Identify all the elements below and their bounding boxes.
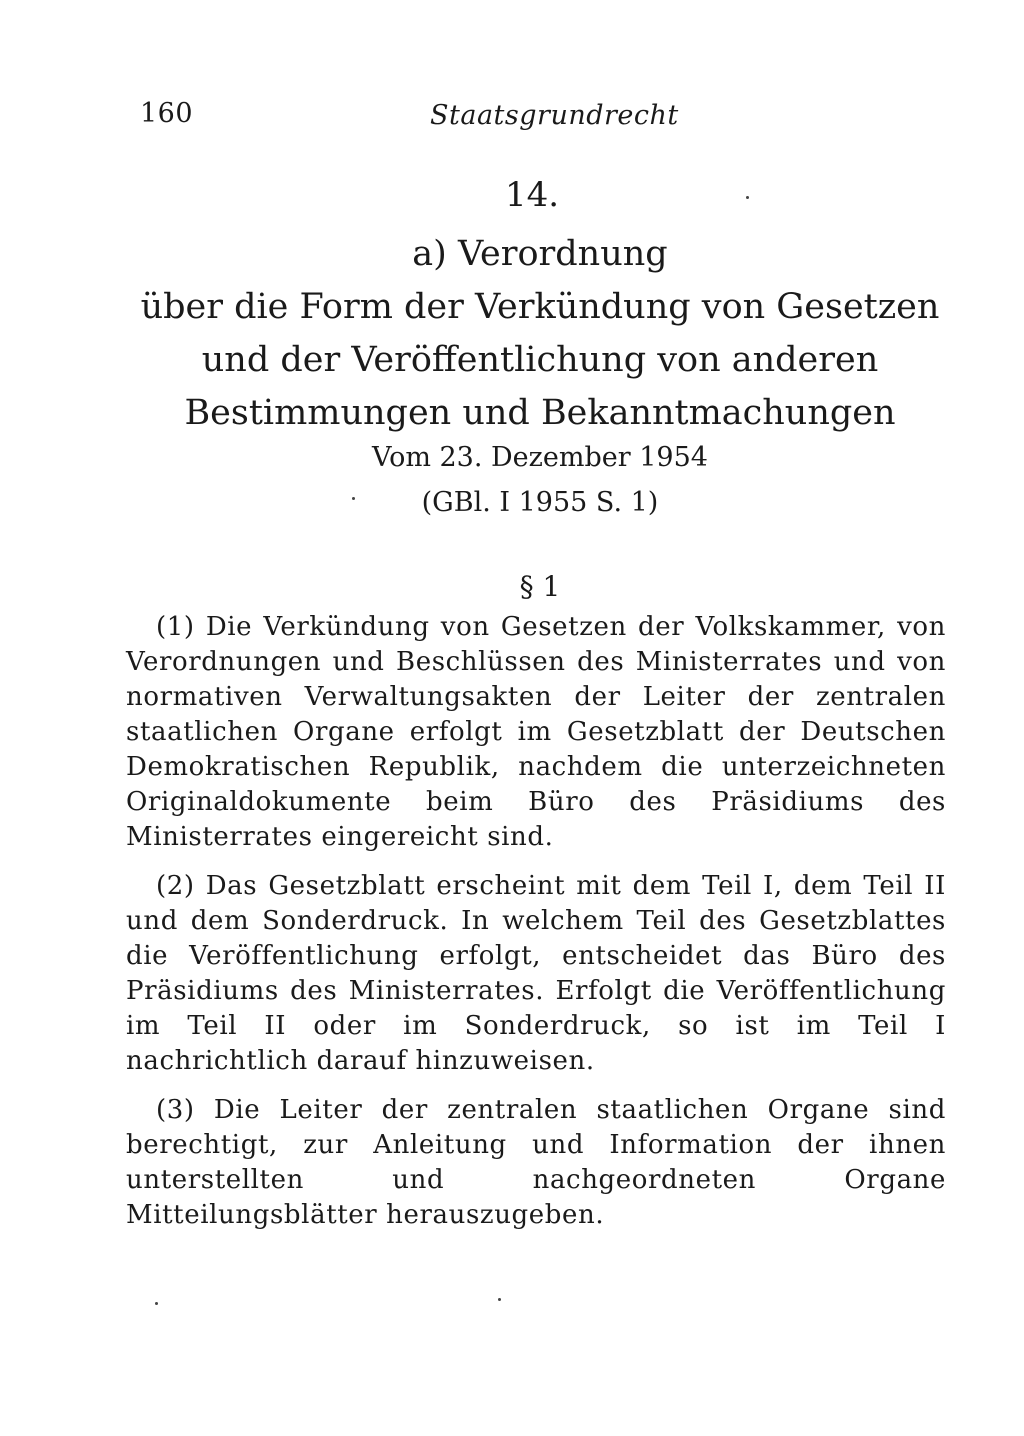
title-line: und der Veröffentlichung von anderen xyxy=(201,340,879,380)
title-line: Bestimmungen und Bekanntmachungen xyxy=(184,393,896,433)
document-source: (GBl. I 1955 S. 1) xyxy=(421,487,659,518)
running-header xyxy=(128,98,679,138)
paragraph-3: (3) Die Leiter der zentralen staatlichen Organe sind berechtigt, zur Anleitung und Information der ihnen unterstellten und nachgeordneten Organe Mitteilungsblätter herauszugeben. xyxy=(126,1095,946,1230)
document-number: 14. xyxy=(504,175,560,215)
section-body xyxy=(126,610,946,1247)
print-speck xyxy=(155,1302,158,1305)
print-speck xyxy=(352,497,355,500)
document-title xyxy=(120,228,960,440)
document-meta xyxy=(120,435,960,525)
paragraph-1: (1) Die Verkündung von Gesetzen der Volkskammer, von Verordnungen und Beschlüssen des Ministerrates und von normativen Verwaltungsakten der Leiter der zentralen staatlichen Organe erfolgt im Gesetzblatt der Deutschen Demokratischen Republik, nachdem die unterzeichneten Originaldokumente beim Büro des Präsidiums des Ministerrates eingereicht sind. xyxy=(126,612,946,852)
section-heading: § 1 xyxy=(519,570,561,603)
paragraph-2: (2) Das Gesetzblatt erscheint mit dem Teil I, dem Teil II und dem Sonderdruck. In welchem Teil des Gesetzblattes die Veröffentlichung erfolgt, entscheidet das Büro des Präsidiums des Ministerrates. Erfolgt die Veröffentlichung im Teil II oder im Sonderdruck, so ist im Teil I nachrichtlich darauf hinzuweisen. xyxy=(126,871,946,1076)
title-line: über die Form der Verkündung von Gesetzen xyxy=(140,287,940,327)
document-date: Vom 23. Dezember 1954 xyxy=(372,442,708,473)
print-speck xyxy=(498,1298,501,1301)
title-line: a) Verordnung xyxy=(412,234,668,274)
print-speck xyxy=(746,196,749,199)
running-title: Staatsgrundrecht xyxy=(430,100,679,131)
page-number: 160 xyxy=(140,98,194,129)
